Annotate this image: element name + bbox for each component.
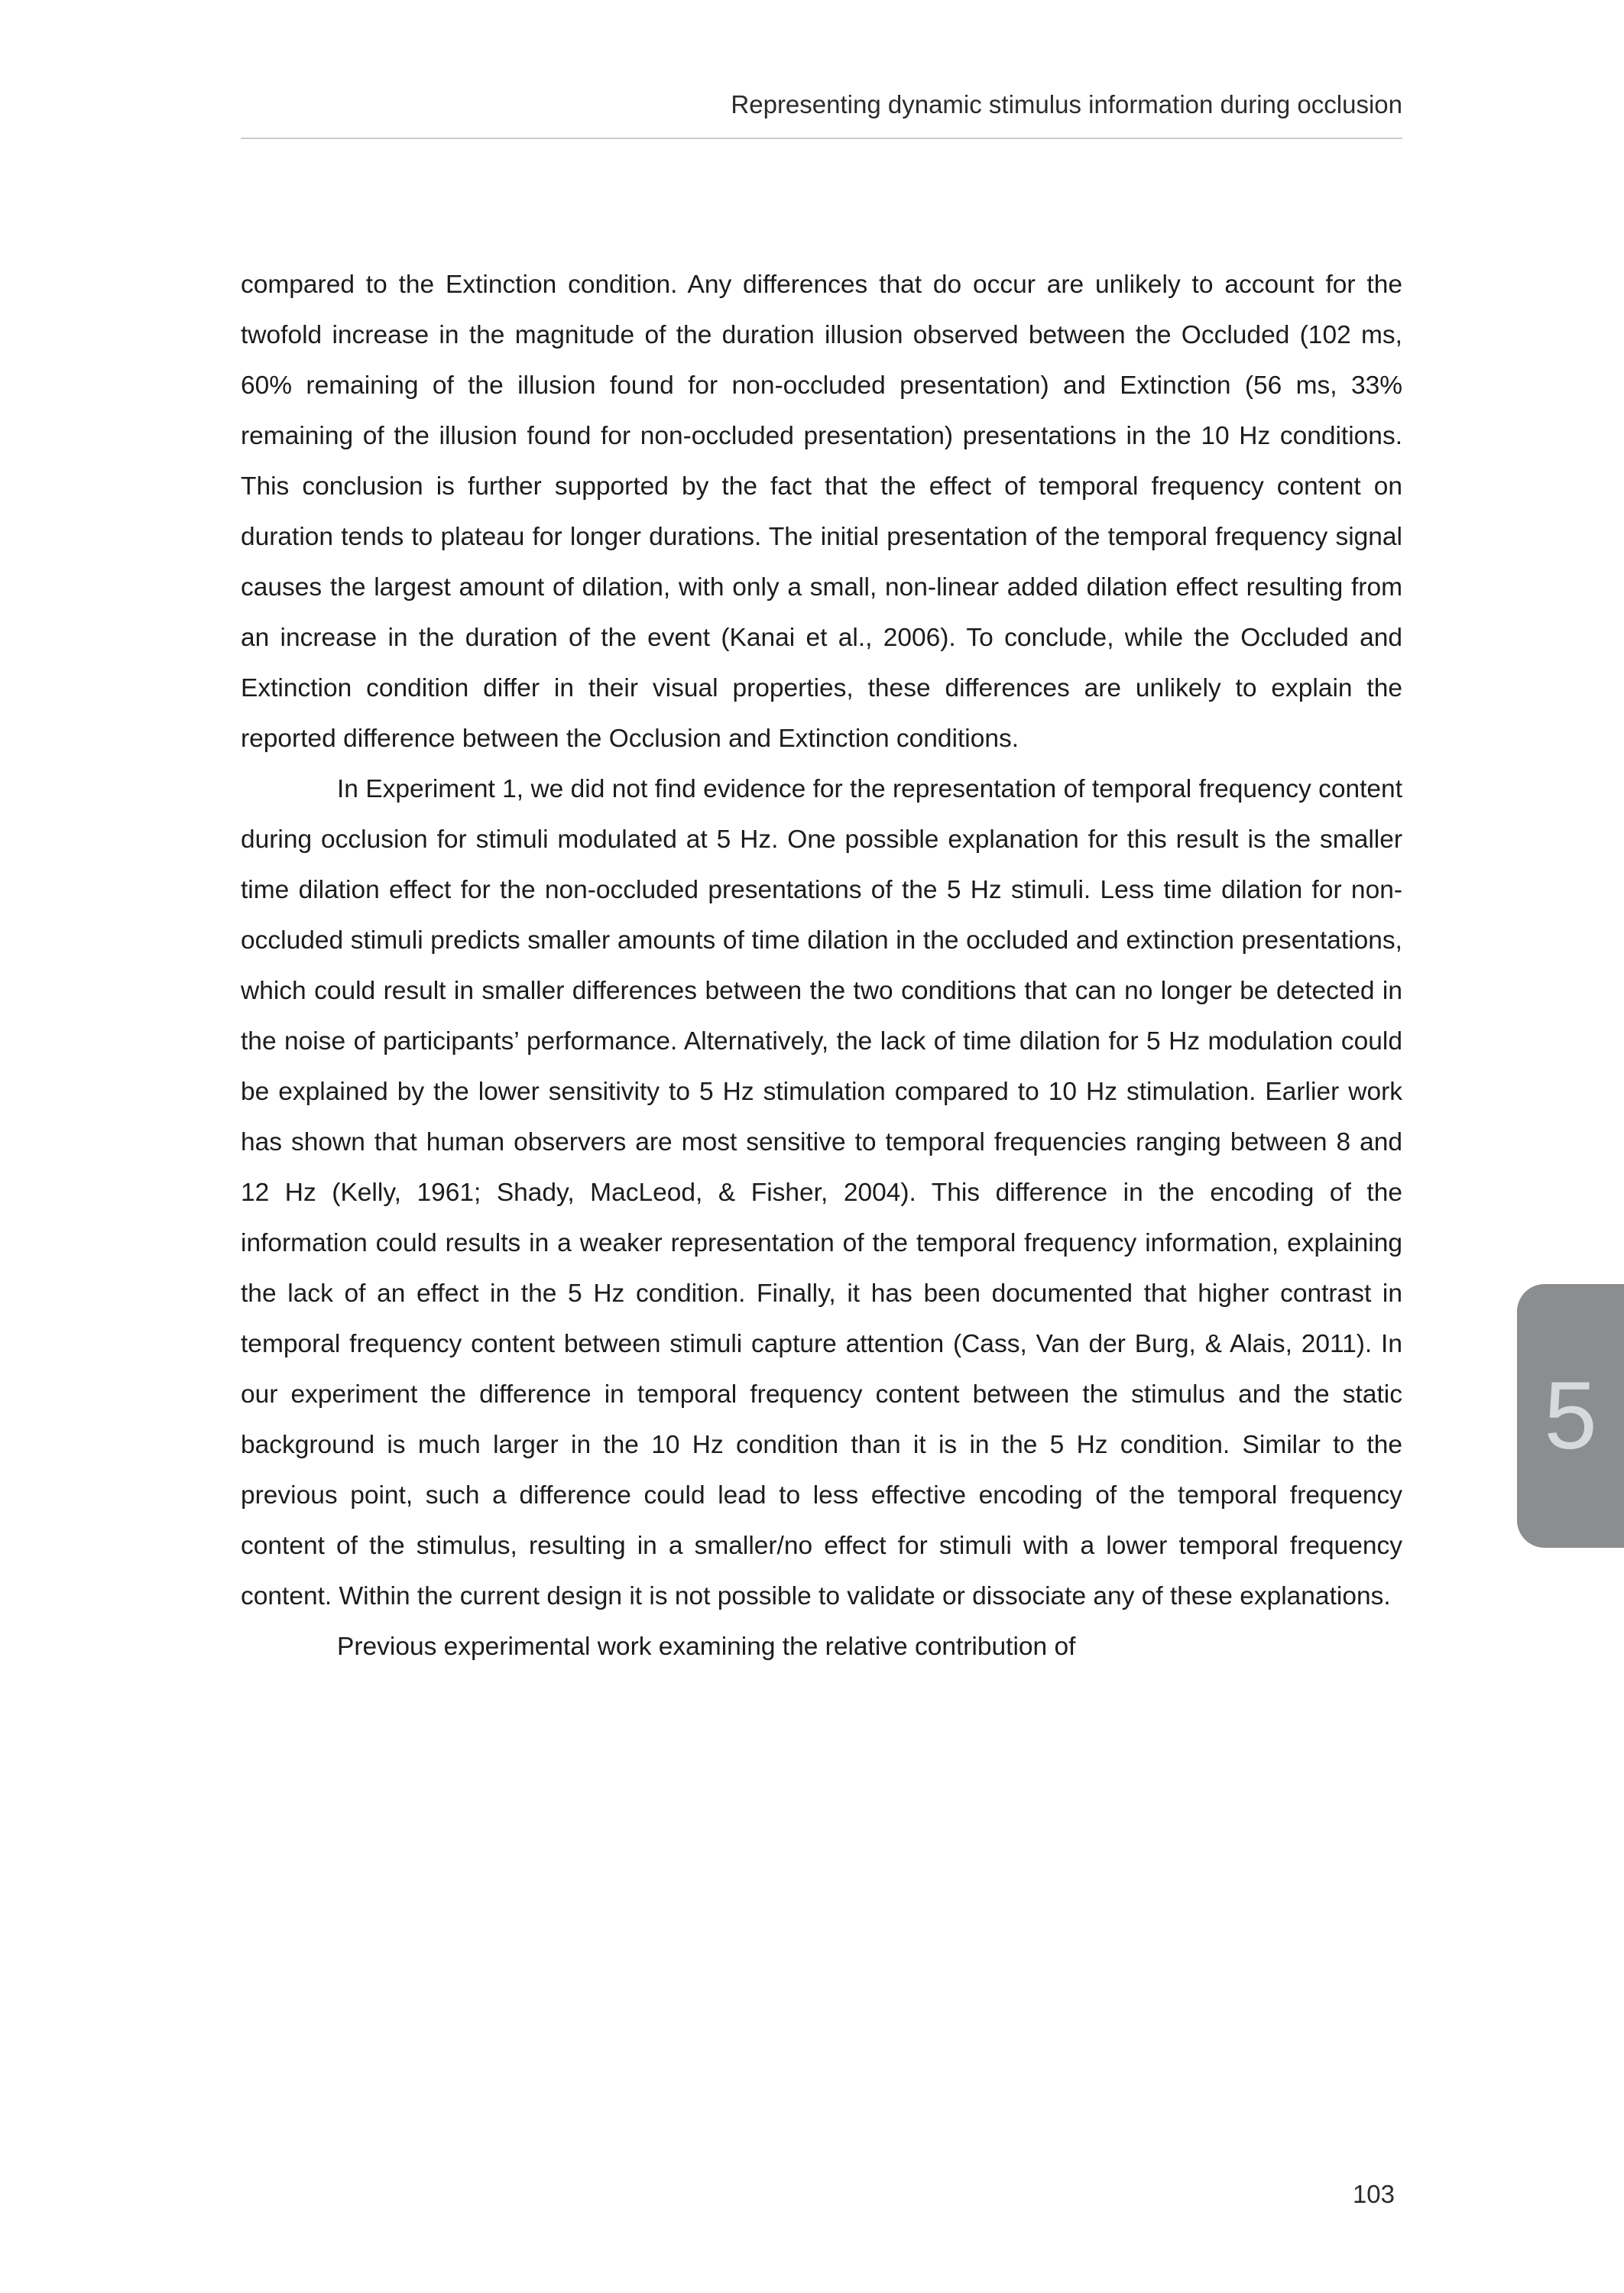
- page-number: 103: [1352, 2180, 1395, 2208]
- chapter-tab: [1517, 1284, 1624, 1548]
- chapter-number: 5: [1544, 1363, 1597, 1469]
- body-paragraph: Previous experimental work examining the relative contribution of: [337, 1633, 1076, 1661]
- body-paragraph: compared to the Extinction condition. Any differences that do occur are unlikely to account for the twofold increase in the magnitude of the duration illusion observed between the Occluded (102 ms, 60% remaining of the illusion found for non-occluded presentation) and Extinction (56 ms, 33% remaining of the illusion found for non-occluded presentation) presentations in the 10 Hz conditions. This conclusion is further supported by the fact that the effect of temporal frequency content on duration tends to plateau for longer durations. The initial presentation of the temporal frequency signal causes the largest amount of dilation, with only a small, non-linear added dilation effect resulting from an increase in the duration of the event (Kanai et al., 2006). To conclude, while the Occluded and Extinction condition differ in their visual properties, these differences are unlikely to explain the reported difference between the Occlusion and Extinction conditions.: [241, 271, 1402, 753]
- content-column: [241, 90, 1402, 1672]
- running-header: Representing dynamic stimulus information during occlusion: [241, 90, 1402, 139]
- body-paragraph: In Experiment 1, we did not find evidence for the representation of temporal frequency content during occlusion for stimuli modulated at 5 Hz. One possible explanation for this result is the smaller time dilation effect for the non-occluded presentations of the 5 Hz stimuli. Less time dilation for non-occluded stimuli predicts smaller amounts of time dilation in the occluded and extinction presentations, which could result in smaller differences between the two conditions that can no longer be detected in the noise of participants’ performance. Alternatively, the lack of time dilation for 5 Hz modulation could be explained by the lower sensitivity to 5 Hz stimulation compared to 10 Hz stimulation. Earlier work has shown that human observers are most sensitive to temporal frequencies ranging between 8 and 12 Hz (Kelly, 1961; Shady, MacLeod, & Fisher, 2004). This difference in the encoding of the information could results in a weaker representation of the temporal frequency information, explaining the lack of an effect in the 5 Hz condition. Finally, it has been documented that higher contrast in temporal frequency content between stimuli capture attention (Cass, Van der Burg, & Alais, 2011). In our experiment the difference in temporal frequency content between the stimulus and the static background is much larger in the 10 Hz condition than it is in the 5 Hz condition. Similar to the previous point, such a difference could lead to less effective encoding of the temporal frequency content of the stimulus, resulting in a smaller/no effect for stimuli with a lower temporal frequency content. Within the current design it is not possible to validate or dissociate any of these explanations.: [241, 775, 1402, 1610]
- body-text: [241, 260, 1402, 1672]
